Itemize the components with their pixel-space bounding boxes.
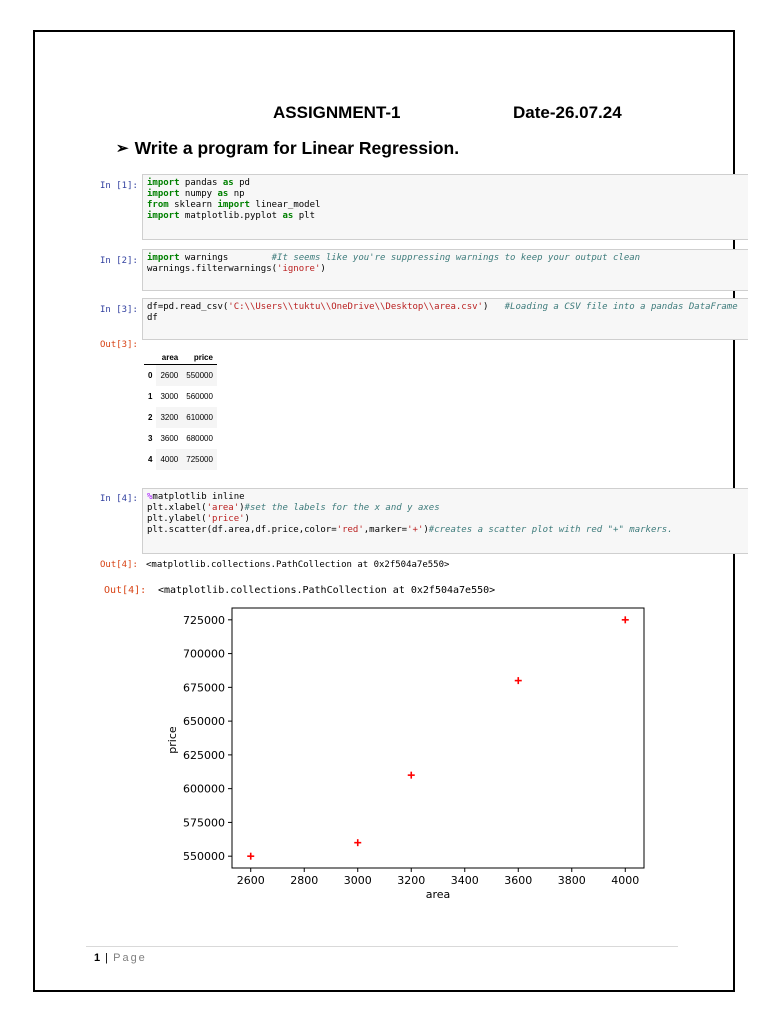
x-tick-label: 3800 (557, 874, 586, 887)
x-tick-label: 2600 (236, 874, 265, 887)
x-axis-label: area (425, 888, 451, 901)
cell-out3-prompt: Out[3]: (100, 340, 138, 350)
scatter-point (354, 839, 361, 846)
code-line: import matplotlib.pyplot as plt (147, 211, 315, 221)
row-index: 1 (148, 392, 153, 401)
row-index: 4 (148, 455, 153, 464)
cell-price: 550000 (182, 365, 217, 387)
code-line: warnings.filterwarnings('ignore') (147, 264, 326, 274)
cell-price: 680000 (186, 434, 213, 443)
y-tick-label: 600000 (183, 782, 225, 796)
y-tick-label: 575000 (183, 816, 225, 830)
row-index: 2 (148, 413, 153, 422)
code-line: import numpy as np (147, 189, 245, 199)
code-line: plt.xlabel('area')#set the labels for the x and y axes (147, 503, 440, 513)
cell-area: 2600 (156, 365, 182, 387)
plot-frame (232, 608, 644, 868)
scatter-point (408, 772, 415, 779)
dataframe-column-area: area (156, 350, 182, 365)
cell-price: 725000 (182, 449, 217, 470)
cell-out4-prompt: Out[4]: (100, 560, 138, 570)
code-line: import warnings #It seems like you're suppressing warnings to keep your output clean (147, 253, 641, 263)
cell-price: 560000 (186, 392, 213, 401)
task-text: Write a program for Linear Regression. (134, 138, 460, 158)
row-index: 3 (148, 434, 153, 443)
y-axis-ticks (183, 614, 232, 863)
cell-in4-prompt: In [4]: (100, 494, 138, 504)
cell-area: 4000 (156, 449, 182, 470)
x-tick-label: 3400 (450, 874, 479, 887)
x-tick-label: 2800 (290, 874, 319, 887)
cell-area: 3000 (160, 392, 179, 401)
cell-in2-prompt: In [2]: (100, 256, 138, 266)
cell-out4-text: <matplotlib.collections.PathCollection at 0x2f504a7e550> (146, 560, 450, 570)
x-tick-label: 3600 (504, 874, 533, 887)
x-tick-label: 3200 (397, 874, 426, 887)
y-axis-label: price (166, 726, 179, 754)
footer-divider (86, 946, 678, 947)
cell-area: 3600 (160, 434, 179, 443)
y-tick-label: 675000 (183, 681, 225, 695)
y-tick-label: 700000 (183, 647, 225, 661)
code-line: plt.scatter(df.area,df.price,color='red',marker='+')#creates a scatter plot with red "+" markers. (147, 525, 673, 535)
cell-in3-prompt: In [3]: (100, 305, 138, 315)
code-line: df (147, 313, 158, 323)
scatter-point (247, 853, 254, 860)
cell-area: 3200 (156, 407, 182, 428)
scatter-point (515, 677, 522, 684)
page-footer (94, 952, 147, 964)
assignment-date: Date-26.07.24 (513, 103, 622, 122)
y-tick-label: 550000 (183, 850, 225, 864)
x-tick-label: 4000 (611, 874, 640, 887)
x-tick-label: 3000 (343, 874, 372, 887)
code-line: df=pd.read_csv('C:\\Users\\tuktu\\OneDrive\\Desktop\\area.csv') #Loading a CSV file into a pandas DataFrame (147, 302, 738, 312)
code-line: from sklearn import linear_model (147, 200, 321, 210)
code-line: import pandas as pd (147, 178, 250, 188)
y-tick-label: 725000 (183, 613, 225, 627)
footer-separator: | (101, 952, 114, 964)
cell-in1-prompt: In [1]: (100, 181, 138, 191)
cell-out4-dup-text: <matplotlib.collections.PathCollection at 0x2f504a7e550> (158, 585, 496, 596)
scatter-point (622, 616, 629, 623)
code-line: %matplotlib inline (147, 492, 245, 502)
dataframe-column-price: price (182, 350, 217, 365)
code-line: plt.ylabel('price') (147, 514, 250, 524)
cell-price: 610000 (182, 407, 217, 428)
scatter-points (247, 616, 629, 859)
arrow-bullet-icon: ➢ (116, 140, 129, 157)
row-index: 0 (148, 371, 153, 380)
cell-out4-dup-prompt: Out[4]: (104, 585, 147, 596)
y-tick-label: 650000 (183, 715, 225, 729)
assignment-title: ASSIGNMENT-1 (273, 103, 401, 122)
page-number: 1 (94, 952, 102, 964)
page-label: Page (113, 952, 147, 964)
y-tick-label: 625000 (183, 748, 225, 762)
x-axis-ticks (237, 868, 640, 887)
